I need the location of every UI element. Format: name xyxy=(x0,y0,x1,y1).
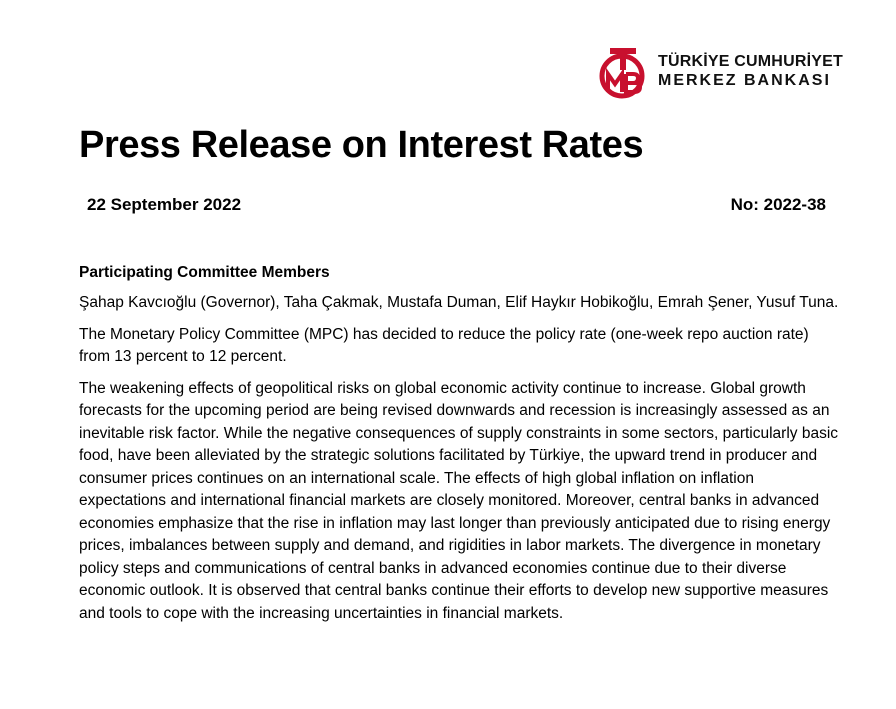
tcmb-emblem-icon xyxy=(596,46,652,102)
page-title: Press Release on Interest Rates xyxy=(79,124,644,166)
paragraph-policy-rate: The Monetary Policy Committee (MPC) has decided to reduce the policy rate (one-week repo auction rate) from 13 percent to 12 percent. xyxy=(79,325,809,365)
committee-heading: Participating Committee Members xyxy=(79,264,330,281)
logo-line-2: MERKEZ BANKASI xyxy=(658,72,831,89)
release-number: No: 2022-38 xyxy=(730,195,826,214)
logo-line-1: TÜRKİYE CUMHURİYET xyxy=(658,53,843,70)
release-date: 22 September 2022 xyxy=(87,195,242,214)
logo-wordmark xyxy=(658,52,843,90)
central-bank-logo xyxy=(596,46,843,102)
paragraph-global-outlook: The weakening effects of geopolitical risks on global economic activity continue to increase. Global growth forecasts for the upcoming period are being revised downwards and recession is increasingly assessed as an inevitable risk factor. While the negative consequences of supply constraints in some sectors, particularly basic food, have been alleviated by the strategic solutions facilitated by Türkiye, the upward trend in producer and consumer prices continues on an international scale. The effects of high global inflation on inflation expectations and international financial markets are closely monitored. Moreover, central banks in advanced economies emphasize that the rise in inflation may last longer than previously anticipated due to rising energy prices, imbalances between supply and demand, and rigidities in labor markets. The divergence in monetary policy steps and communications of central banks in advanced economies continue due to their diverse economic outlook. It is observed that central banks continue their efforts to develop new supportive measures and tools to cope with the increasing uncertainties in financial markets. xyxy=(79,379,839,622)
release-body xyxy=(79,262,839,634)
committee-members: Şahap Kavcıoğlu (Governor), Taha Çakmak, Mustafa Duman, Elif Haykır Hobikoğlu, Emrah Şener, Yusuf Tuna. xyxy=(79,294,839,311)
